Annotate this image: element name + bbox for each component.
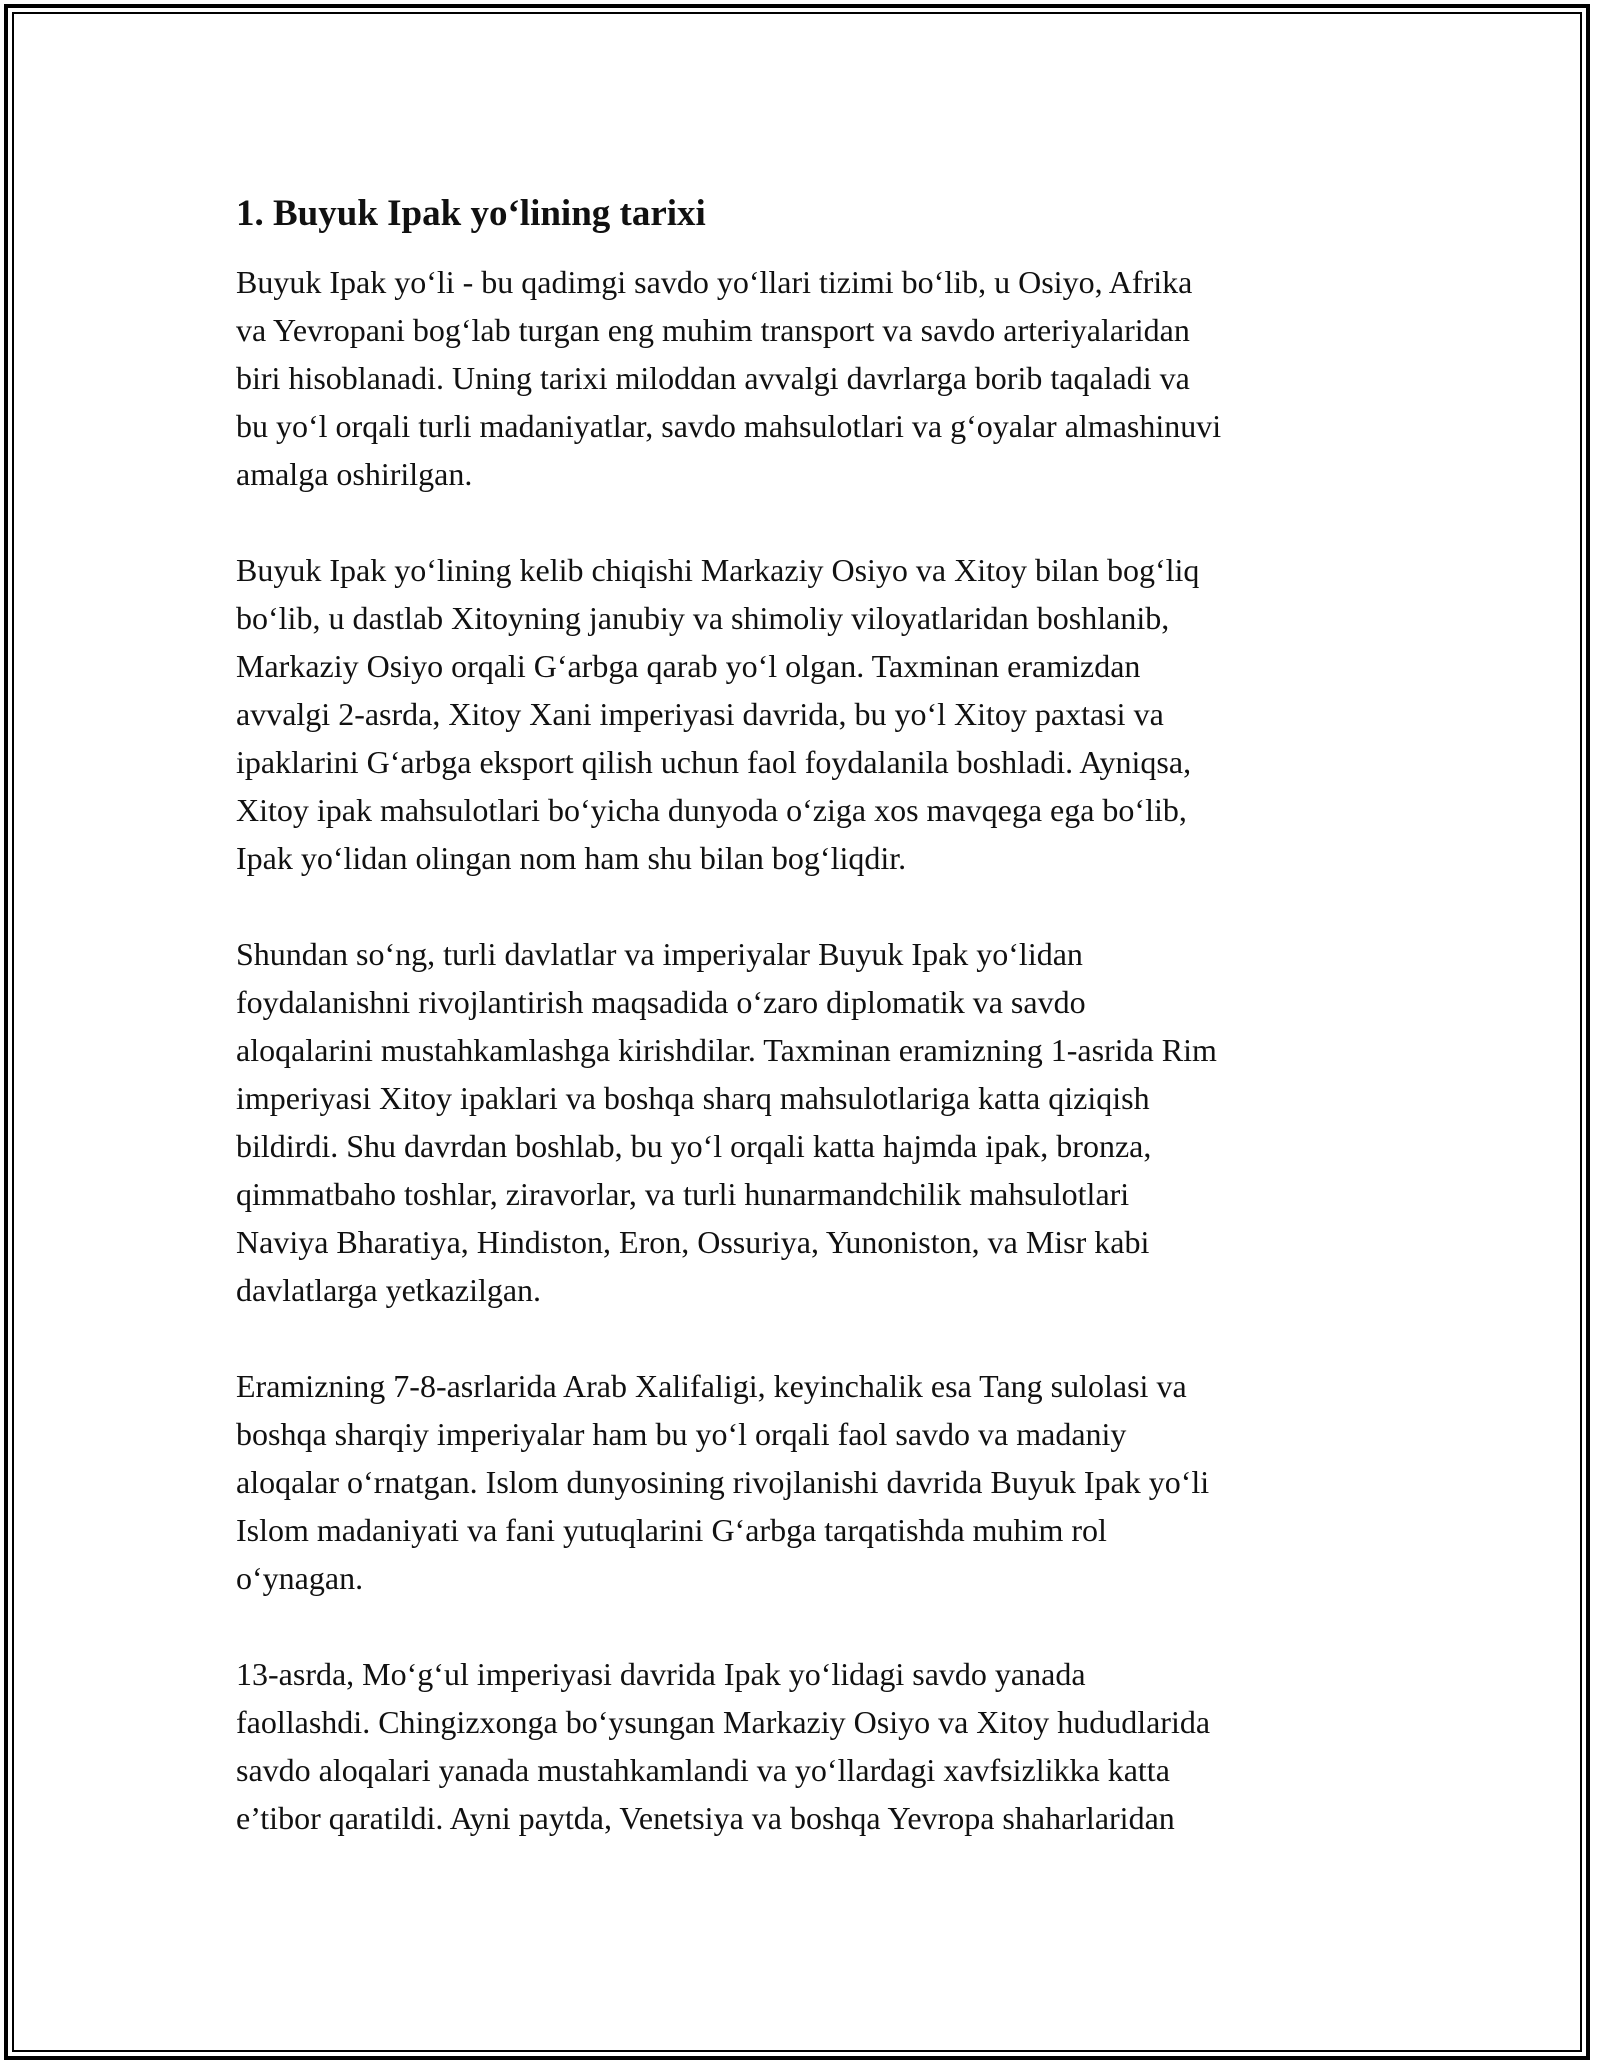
- document-body: [236, 190, 1366, 1890]
- paragraph-2: Buyuk Ipak yo‘lining kelib chiqishi Markaziy Osiyo va Xitoy bilan bog‘liq bo‘lib, u dastlab Xitoyning janubiy va shimoliy viloyatlaridan boshlanib, Markaziy Osiyo orqali G‘arbga qarab yo‘l olgan. Taxminan eramizdan avvalgi 2-asrda, Xitoy Xani imperiyasi davrida, bu yo‘l Xitoy paxtasi va ipaklarini G‘arbga eksport qilish uchun faol foydalanila boshladi. Ayniqsa, Xitoy ipak mahsulotlari bo‘yicha dunyoda o‘ziga xos mavqega ega bo‘lib, Ipak yo‘lidan olingan nom ham shu bilan bog‘liqdir.: [236, 552, 1200, 876]
- section-heading: 1. Buyuk Ipak yo‘lining tarixi: [236, 193, 706, 234]
- paragraph-5: 13-asrda, Mo‘g‘ul imperiyasi davrida Ipak yo‘lidagi savdo yanada faollashdi. Chingizxonga bo‘ysungan Markaziy Osiyo va Xitoy hududlarida savdo aloqalari yanada mustahkamlandi va yo‘llardagi xavfsizlikka katta e’tibor qaratildi. Ayni paytda, Venetsiya va boshqa Yevropa shaharlaridan: [236, 1656, 1211, 1836]
- paragraph-3: Shundan so‘ng, turli davlatlar va imperiyalar Buyuk Ipak yo‘lidan foydalanishni rivojlantirish maqsadida o‘zaro diplomatik va savdo aloqalarini mustahkamlashga kirishdilar. Taxminan eramizning 1-asrida Rim imperiyasi Xitoy ipaklari va boshqa sharq mahsulotlariga katta qiziqish bildirdi. Shu davrdan boshlab, bu yo‘l orqali katta hajmda ipak, bronza, qimmatbaho toshlar, ziravorlar, va turli hunarmandchilik mahsulotlari Naviya Bharatiya, Hindiston, Eron, Ossuriya, Yunoniston, va Misr kabi davlatlarga yetkazilgan.: [236, 936, 1217, 1308]
- paragraph-4: Eramizning 7-8-asrlarida Arab Xalifaligi, keyinchalik esa Tang sulolasi va boshqa sharqiy imperiyalar ham bu yo‘l orqali faol savdo va madaniy aloqalar o‘rnatgan. Islom dunyosining rivojlanishi davrida Buyuk Ipak yo‘li Islom madaniyati va fani yutuqlarini G‘arbga tarqatishda muhim rol o‘ynagan.: [236, 1368, 1210, 1596]
- paragraph-1: Buyuk Ipak yo‘li - bu qadimgi savdo yo‘llari tizimi bo‘lib, u Osiyo, Afrika va Yevropani bog‘lab turgan eng muhim transport va savdo arteriyalaridan biri hisoblanadi. Uning tarixi miloddan avvalgi davrlarga borib taqaladi va bu yo‘l orqali turli madaniyatlar, savdo mahsulotlari va g‘oyalar almashinuvi amalga oshirilgan.: [236, 264, 1222, 492]
